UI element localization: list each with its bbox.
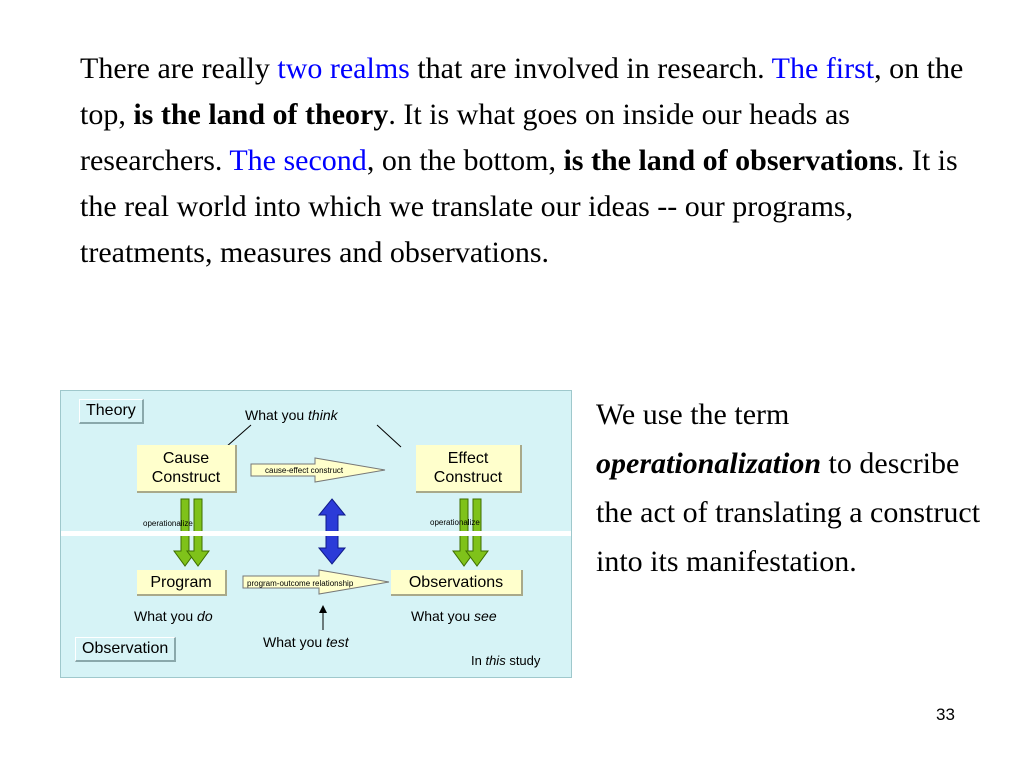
- observations-text: Observations: [408, 573, 504, 591]
- cause-effect-construct-label: cause-effect construct: [265, 466, 344, 475]
- page-number: 33: [936, 705, 955, 724]
- cause-construct-box: [137, 445, 237, 493]
- what-you-see-caption: [411, 608, 497, 624]
- caption-what-you: What you: [134, 608, 198, 624]
- intro-text: There are really: [80, 52, 278, 85]
- side-text: to describe the act of translating a construct into its manifestation.: [596, 447, 981, 578]
- theory-label: Theory: [79, 399, 144, 424]
- what-you-do-caption: [134, 608, 213, 624]
- caption-what-you: What you: [263, 634, 327, 650]
- intro-text: , on the bottom,: [366, 144, 564, 177]
- realm-divider: [61, 531, 571, 536]
- program-box: [137, 570, 227, 596]
- intro-paragraph: [80, 46, 990, 276]
- term-operationalization: operationalization: [596, 447, 822, 480]
- caption-what-you: What you: [411, 608, 475, 624]
- intro-bold-land-of-theory: is the land of theory: [133, 98, 389, 131]
- caption-in: In: [471, 653, 486, 668]
- think-pointer-left: [226, 425, 251, 447]
- caption-see: see: [474, 608, 497, 624]
- effect-construct-box: [416, 445, 522, 493]
- think-pointer-right: [377, 425, 401, 447]
- caption-study: study: [505, 653, 541, 668]
- operationalization-paragraph: [596, 390, 996, 586]
- cause-construct-text: Cause Construct: [151, 450, 221, 486]
- observation-label: Observation: [75, 637, 176, 662]
- caption-do: do: [197, 608, 213, 624]
- in-this-study-caption: [471, 653, 540, 668]
- intro-text: . It is what goes on inside our heads as researchers.: [80, 98, 850, 177]
- operationalize-label-left: operationalize: [143, 519, 193, 528]
- test-pointer-head: [319, 605, 327, 613]
- caption-this: this: [485, 653, 506, 668]
- intro-highlight-two-realms: two realms: [277, 52, 410, 85]
- program-outcome-relationship-label: program-outcome relationship: [247, 579, 354, 588]
- caption-think: think: [308, 407, 338, 423]
- side-text: We use the term: [596, 398, 790, 431]
- intro-text: . It is the real world into which we translate our ideas -- our programs, treatments, measures and observations.: [80, 144, 958, 269]
- intro-text: , on the top,: [80, 52, 964, 131]
- intro-text: that are involved in research.: [409, 52, 772, 85]
- effect-construct-text: Effect Construct: [433, 450, 503, 486]
- caption-test: test: [326, 634, 349, 650]
- intro-highlight-the-second: The second: [229, 144, 367, 177]
- research-realms-diagram: [60, 390, 572, 678]
- intro-bold-land-of-observations: is the land of observations: [563, 144, 897, 177]
- program-text: Program: [150, 573, 212, 591]
- observations-box: [391, 570, 523, 596]
- what-you-test-caption: [263, 634, 349, 650]
- operationalize-label-right: operationalize: [430, 518, 480, 527]
- caption-what-you: What you: [245, 407, 309, 423]
- what-you-think-caption: [245, 407, 338, 423]
- intro-highlight-the-first: The first: [771, 52, 875, 85]
